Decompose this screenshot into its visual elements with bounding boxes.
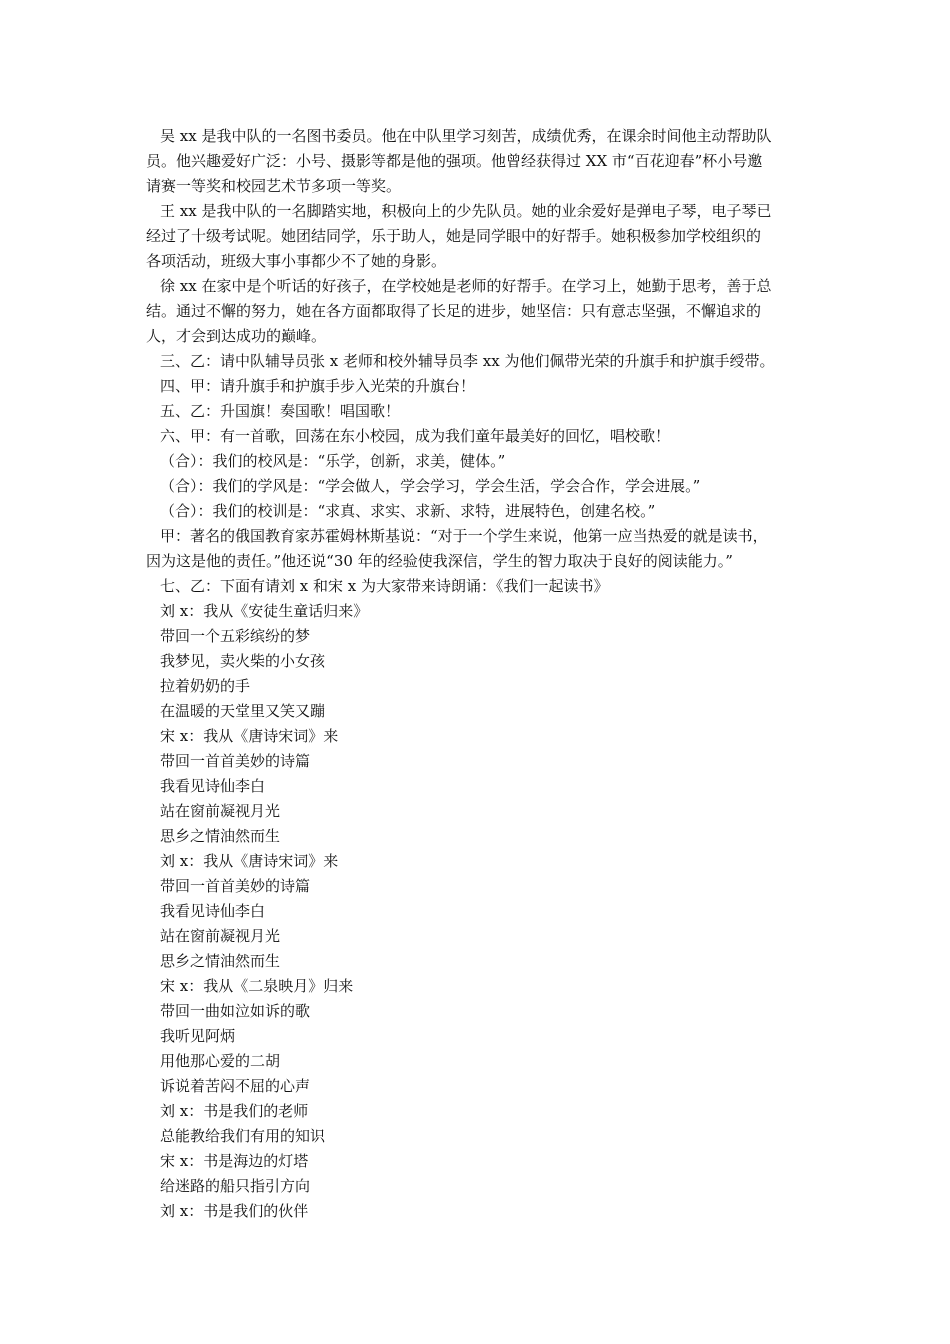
text-line-content: 各项活动，班级大事小事都少不了她的身影。 bbox=[146, 252, 447, 270]
text-line bbox=[146, 199, 806, 224]
text-line bbox=[146, 374, 806, 399]
text-line bbox=[146, 224, 806, 249]
text-line-content: 刘 x：我从《唐诗宋词》来 bbox=[160, 852, 339, 870]
text-line bbox=[146, 449, 806, 474]
text-line bbox=[146, 1149, 806, 1174]
text-line-content: 我看见诗仙李白 bbox=[160, 777, 266, 795]
text-line-content: 刘 x：书是我们的老师 bbox=[160, 1102, 309, 1120]
text-line-content: 经过了十级考试呢。她团结同学，乐于助人，她是同学眼中的好帮手。她积极参加学校组织的 bbox=[146, 227, 762, 245]
text-line-content: 带回一曲如泣如诉的歌 bbox=[160, 1002, 311, 1020]
text-line-content: 给迷路的船只指引方向 bbox=[160, 1177, 311, 1195]
text-line-content: 带回一个五彩缤纷的梦 bbox=[160, 627, 311, 645]
text-line bbox=[146, 849, 806, 874]
text-line bbox=[146, 949, 806, 974]
text-line bbox=[146, 1174, 806, 1199]
text-line bbox=[146, 299, 806, 324]
text-line-content: 因为这是他的责任。”他还说“30 年的经验使我深信，学生的智力取决于良好的阅读能力。” bbox=[146, 552, 733, 570]
text-line-content: 用他那心爱的二胡 bbox=[160, 1052, 281, 1070]
text-line bbox=[146, 899, 806, 924]
text-line bbox=[146, 924, 806, 949]
text-line-content: 在温暖的天堂里又笑又蹦 bbox=[160, 702, 326, 720]
text-line bbox=[146, 174, 806, 199]
text-line bbox=[146, 349, 806, 374]
text-line bbox=[146, 574, 806, 599]
text-line bbox=[146, 1024, 806, 1049]
text-line bbox=[146, 424, 806, 449]
text-line-content: 吴 xx 是我中队的一名图书委员。他在中队里学习刻苦，成绩优秀，在课余时间他主动帮助队 bbox=[160, 127, 772, 145]
text-line bbox=[146, 874, 806, 899]
text-line-content: （合）：我们的校训是：“求真、求实、求新、求特，进展特色，创建名校。” bbox=[160, 502, 656, 520]
text-line bbox=[146, 474, 806, 499]
text-line-content: 七、乙：下面有请刘 x 和宋 x 为大家带来诗朗诵：《我们一起读书》 bbox=[160, 577, 609, 595]
text-line bbox=[146, 149, 806, 174]
text-line bbox=[146, 774, 806, 799]
text-line-content: 总能教给我们有用的知识 bbox=[160, 1127, 326, 1145]
text-line-content: 诉说着苦闷不屈的心声 bbox=[160, 1077, 311, 1095]
text-line-content: 徐 xx 在家中是个听话的好孩子，在学校她是老师的好帮手。在学习上，她勤于思考，善于总 bbox=[160, 277, 772, 295]
text-line bbox=[146, 324, 806, 349]
text-line-content: 站在窗前凝视月光 bbox=[160, 802, 281, 820]
text-line-content: 拉着奶奶的手 bbox=[160, 677, 251, 695]
text-line-content: 甲：著名的俄国教育家苏霍姆林斯基说：“对于一个学生来说，他第一应当热爱的就是读书， bbox=[160, 527, 768, 545]
text-line-content: 思乡之情油然而生 bbox=[160, 827, 281, 845]
text-line bbox=[146, 249, 806, 274]
text-line-content: 人，才会到达成功的巅峰。 bbox=[146, 327, 327, 345]
text-line-content: 六、甲：有一首歌，回荡在东小校园，成为我们童年最美好的回忆，唱校歌！ bbox=[160, 427, 671, 445]
text-line-content: （合）：我们的校风是：“乐学，创新，求美，健体。” bbox=[160, 452, 506, 470]
text-line bbox=[146, 1074, 806, 1099]
text-line-content: 站在窗前凝视月光 bbox=[160, 927, 281, 945]
text-line-content: 结。通过不懈的努力，她在各方面都取得了长足的进步，她坚信：只有意志坚强，不懈追求的 bbox=[146, 302, 762, 320]
text-line bbox=[146, 1049, 806, 1074]
text-line bbox=[146, 649, 806, 674]
text-line bbox=[146, 974, 806, 999]
text-line bbox=[146, 749, 806, 774]
text-line bbox=[146, 1099, 806, 1124]
text-line-content: 三、乙：请中队辅导员张 x 老师和校外辅导员李 xx 为他们佩带光荣的升旗手和护旗手绶带。 bbox=[160, 352, 775, 370]
text-line-content: 请赛一等奖和校园艺术节多项一等奖。 bbox=[146, 177, 402, 195]
text-line-content: 思乡之情油然而生 bbox=[160, 952, 281, 970]
text-line-content: 我梦见，卖火柴的小女孩 bbox=[160, 652, 326, 670]
text-line-content: （合）：我们的学风是：“学会做人，学会学习，学会生活，学会合作，学会进展。” bbox=[160, 477, 701, 495]
text-line bbox=[146, 699, 806, 724]
text-line bbox=[146, 624, 806, 649]
text-line-content: 宋 x：我从《唐诗宋词》来 bbox=[160, 727, 339, 745]
text-line bbox=[146, 1199, 806, 1224]
text-line-content: 带回一首首美妙的诗篇 bbox=[160, 752, 311, 770]
text-line bbox=[146, 599, 806, 624]
text-line bbox=[146, 549, 806, 574]
text-line-content: 五、乙：升国旗！奏国歌！唱国歌！ bbox=[160, 402, 401, 420]
text-line bbox=[146, 124, 806, 149]
text-line-content: 员。他兴趣爱好广泛：小号、摄影等都是他的强项。他曾经获得过 XX 市“百花迎春”杯小号邀 bbox=[146, 152, 763, 170]
text-line-content: 刘 x：我从《安徒生童话归来》 bbox=[160, 602, 369, 620]
text-line bbox=[146, 399, 806, 424]
text-line bbox=[146, 999, 806, 1024]
text-line bbox=[146, 724, 806, 749]
text-line-content: 刘 x：书是我们的伙伴 bbox=[160, 1202, 309, 1220]
text-line-content: 带回一首首美妙的诗篇 bbox=[160, 877, 311, 895]
text-line bbox=[146, 799, 806, 824]
text-line bbox=[146, 1124, 806, 1149]
text-line bbox=[146, 824, 806, 849]
text-line-content: 我听见阿炳 bbox=[160, 1027, 236, 1045]
text-line bbox=[146, 274, 806, 299]
text-line-content: 我看见诗仙李白 bbox=[160, 902, 266, 920]
text-line-content: 王 xx 是我中队的一名脚踏实地，积极向上的少先队员。她的业余爱好是弹电子琴，电子琴已 bbox=[160, 202, 772, 220]
text-line-content: 四、甲：请升旗手和护旗手步入光荣的升旗台！ bbox=[160, 377, 476, 395]
text-line bbox=[146, 524, 806, 549]
text-line-content: 宋 x：我从《二泉映月》归来 bbox=[160, 977, 354, 995]
document-body bbox=[146, 124, 806, 1224]
text-line-content: 宋 x：书是海边的灯塔 bbox=[160, 1152, 309, 1170]
text-line bbox=[146, 499, 806, 524]
text-line bbox=[146, 674, 806, 699]
